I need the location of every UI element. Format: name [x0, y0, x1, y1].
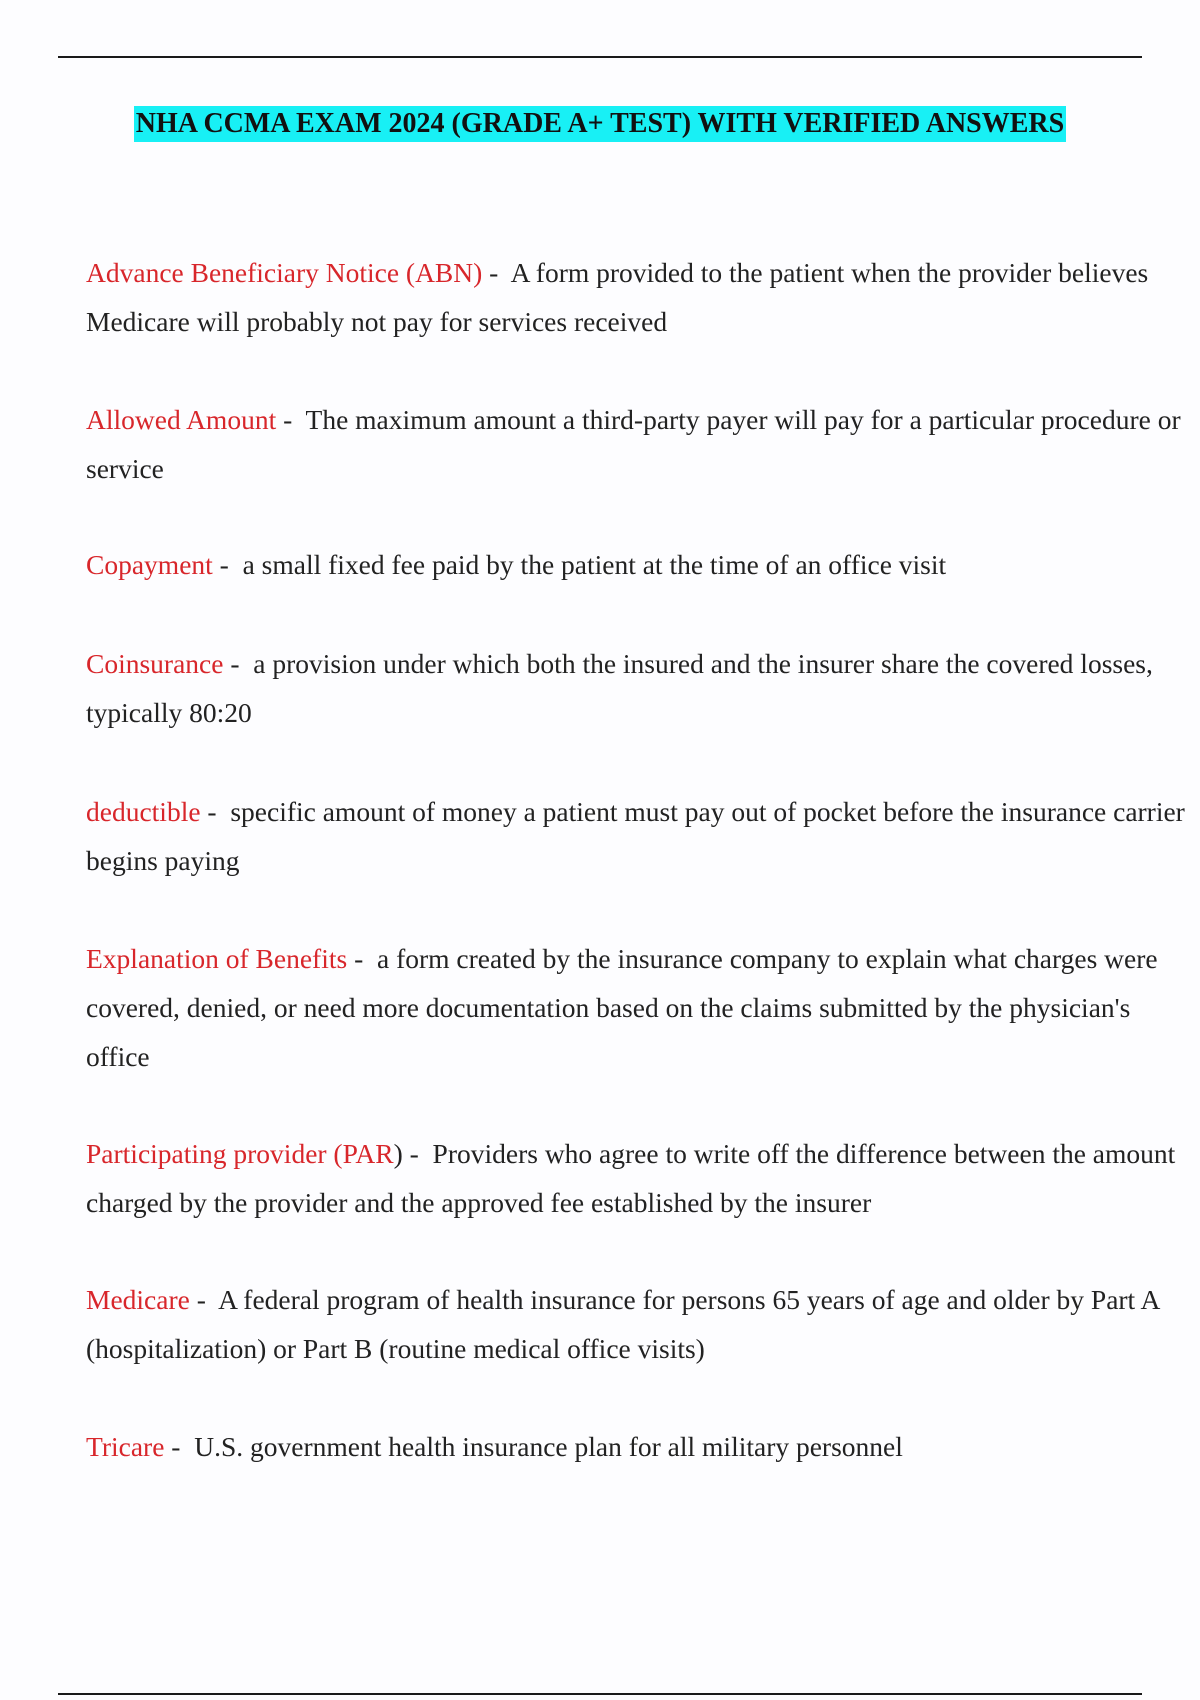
entry-term: Medicare: [86, 1284, 190, 1315]
top-divider: [58, 56, 1142, 58]
document-title: NHA CCMA EXAM 2024 (GRADE A+ TEST) WITH VERIFIED ANSWERS: [134, 106, 1066, 142]
entry-separator: -: [200, 796, 231, 827]
entry-separator: -: [212, 549, 243, 580]
entry-term: Tricare: [86, 1431, 165, 1462]
entry-definition: a provision under which both the insured and the insurer share the covered losses, typically 80:20: [86, 648, 1153, 728]
entry-term: Advance Beneficiary Notice (ABN): [86, 257, 483, 288]
entry-term: Coinsurance: [86, 648, 224, 679]
glossary-entry-copayment: [86, 540, 1186, 589]
glossary-entry-deductible: [86, 787, 1186, 885]
glossary-entry-tricare: [86, 1422, 1186, 1471]
entry-term-suffix: ): [393, 1138, 403, 1169]
entry-term: deductible: [86, 796, 201, 827]
entry-definition: a form created by the insurance company to explain what charges were covered, denied, or need more documentation based on the claims submitted by the physician's office: [86, 943, 1158, 1072]
entry-definition: A federal program of health insurance for persons 65 years of age and older by Part A (hospitalization) or Part B (routine medical office visits): [86, 1284, 1159, 1364]
entry-separator: -: [164, 1431, 195, 1462]
bottom-divider: [58, 1693, 1142, 1695]
entry-term: Explanation of Benefits: [86, 943, 348, 974]
entry-separator: -: [482, 257, 511, 288]
entry-term: Allowed Amount: [86, 404, 277, 435]
entry-separator: -: [347, 943, 377, 974]
glossary-entry-participating-provider: [86, 1129, 1186, 1227]
glossary-entry-medicare: [86, 1275, 1186, 1373]
entry-definition: specific amount of money a patient must pay out of pocket before the insurance carrier begins paying: [86, 796, 1185, 876]
title-container: [0, 106, 1200, 142]
entry-separator: -: [276, 404, 306, 435]
entry-definition: Providers who agree to write off the difference between the amount charged by the provider and the approved fee established by the insurer: [86, 1138, 1176, 1218]
entry-definition: A form provided to the patient when the provider believes Medicare will probably not pay for services received: [86, 257, 1149, 337]
entry-definition: a small fixed fee paid by the patient at the time of an office visit: [242, 549, 947, 580]
glossary-entry-coinsurance: [86, 639, 1186, 737]
glossary-entry-allowed-amount: [86, 395, 1186, 493]
glossary-entry-explanation-of-benefits: [86, 934, 1186, 1081]
entry-separator: -: [223, 648, 254, 679]
glossary-entry-abn: [86, 248, 1186, 346]
entry-separator: -: [189, 1284, 219, 1315]
entry-separator: -: [402, 1138, 433, 1169]
entry-term: Participating provider (PAR: [86, 1138, 394, 1169]
entry-term: Copayment: [86, 549, 213, 580]
entry-definition: The maximum amount a third-party payer will pay for a particular procedure or service: [86, 404, 1181, 484]
entry-definition: U.S. government health insurance plan for all military personnel: [194, 1431, 903, 1462]
